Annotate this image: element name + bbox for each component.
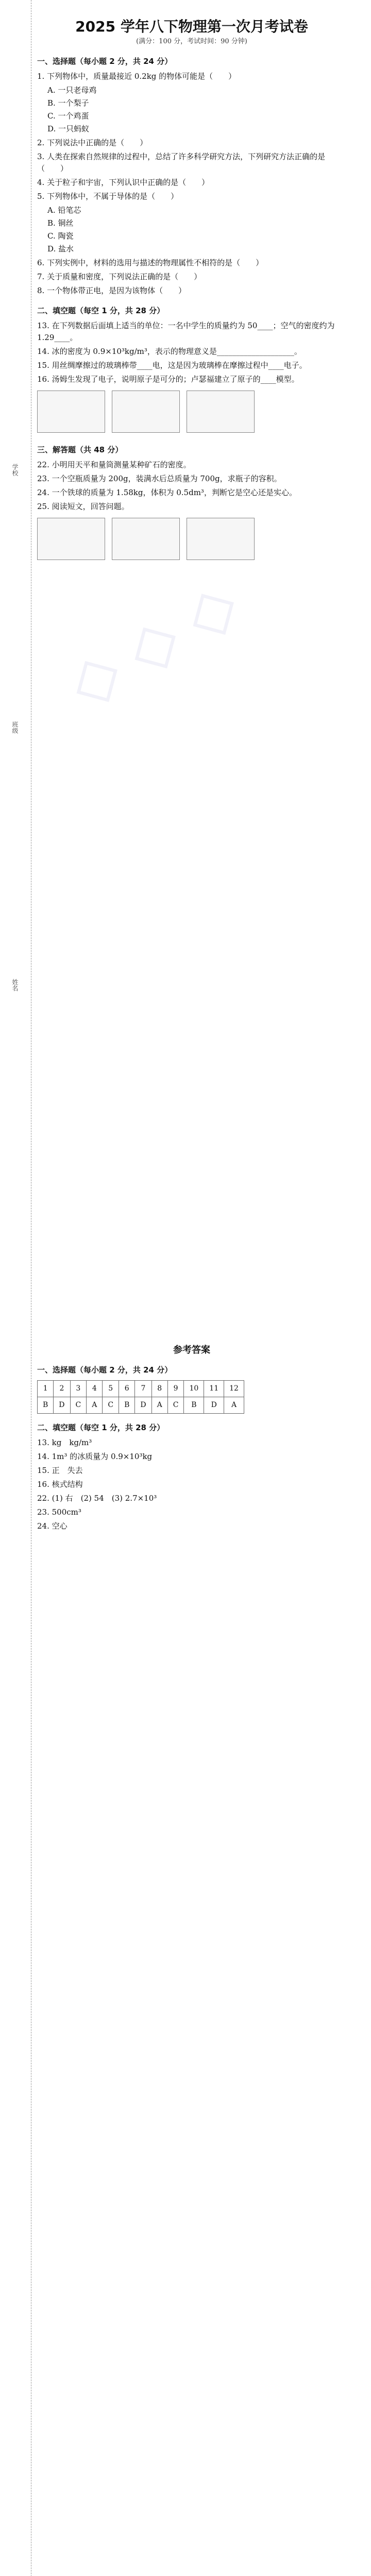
answer-number: 1 [38,1381,54,1397]
answer-number: 3 [70,1381,87,1397]
question-stem: 25. 阅读短文，回答问题。 [37,502,129,511]
question-option: A. 一只老母鸡 [47,86,97,95]
question-stem: 23. 一个空瓶质量为 200g，装满水后总质量为 700g，求瓶子的容积。 [37,474,282,483]
gutter-label-name: 姓名 [11,979,19,991]
answer-item: 13. kg kg/m³ [37,1438,92,1447]
answer-number: 7 [135,1381,151,1397]
gutter-label-school: 学校 [11,464,19,476]
question-option: B. 铜丝 [47,218,74,228]
question-option: D. 一只蚂蚁 [47,124,90,133]
answer-item: 16. 核式结构 [37,1480,83,1489]
answer-table [37,1380,244,1414]
balance-figure [37,518,105,560]
answer-item: 14. 1m³ 的冰质量为 0.9×10³kg [37,1452,153,1461]
question-option: D. 盐水 [47,244,74,253]
question-option: B. 一个梨子 [47,98,89,108]
question-stem: 6. 下列实例中，材料的选用与描述的物理属性不相符的是（ ） [37,258,264,267]
question-stem: 16. 汤姆生发现了电子，说明原子是可分的；卢瑟福建立了原子的____模型。 [37,375,299,384]
question-stem: 13. 在下列数据后面填上适当的单位：一名中学生的质量约为 50____；空气的密度约为 1.29____。 [37,321,335,342]
answer-number: 8 [151,1381,167,1397]
question-option: A. 铅笔芯 [47,206,81,215]
answer-number: 11 [204,1381,224,1397]
answer-value: C [70,1397,87,1414]
figure-placeholder [112,391,180,433]
question-stem: 4. 关于粒子和宇宙，下列认识中正确的是（ ） [37,178,210,187]
cylinder-figure [112,518,180,560]
answer-number: 9 [167,1381,184,1397]
answer-items [37,1437,346,1532]
section-heading: 三、解答题（共 48 分） [37,445,123,454]
answer-item: 23. 500cm³ [37,1507,81,1517]
question-stem: 1. 下列物体中，质量最接近 0.2kg 的物体可能是（ ） [37,72,237,81]
exam-meta: (满分：100 分，考试时间：90 分钟) [136,38,247,45]
question-stem: 15. 用丝绸摩擦过的玻璃棒带____电，这是因为玻璃棒在摩擦过程中____电子。 [37,361,307,370]
question-stem: 14. 冰的密度为 0.9×10³kg/m³，表示的物理意义是____________________。 [37,347,302,356]
question-stem: 7. 关于质量和密度，下列说法正确的是（ ） [37,272,202,281]
answer-value: A [87,1397,103,1414]
teapot-figure [187,518,255,560]
answer-value: D [54,1397,70,1414]
solve-questions [37,459,346,513]
question-stem: 8. 一个物体带正电，是因为该物体（ ） [37,286,187,295]
answer-item: 24. 空心 [37,1521,68,1531]
answer-number: 4 [87,1381,103,1397]
section-heading: 二、填空题（每空 1 分，共 28 分） [37,306,165,315]
answer-value: C [103,1397,119,1414]
gutter-label-class: 班级 [11,721,19,734]
answer-number: 12 [224,1381,244,1397]
fill-questions [37,320,346,385]
answer-value: A [224,1397,244,1414]
question-stem: 3. 人类在探索自然规律的过程中，总结了许多科学研究方法，下列研究方法正确的是（ ） [37,152,326,173]
figure-placeholder [37,391,105,433]
answer-value: C [167,1397,184,1414]
question-option: C. 陶瓷 [47,231,74,241]
exam-content [37,14,346,1534]
answer-number: 2 [54,1381,70,1397]
answers-sub-heading: 一、选择题（每小题 2 分，共 24 分） [37,1365,173,1375]
answer-value: B [38,1397,54,1414]
answer-item: 15. 正 失去 [37,1466,83,1475]
answers-sub-heading: 二、填空题（每空 1 分，共 28 分） [37,1423,165,1432]
figure-placeholder [187,391,255,433]
answer-value: D [204,1397,224,1414]
answer-number: 6 [119,1381,135,1397]
answers-title: 参考答案 [173,1345,210,1355]
answer-value: A [151,1397,167,1414]
question-stem: 2. 下列说法中正确的是（ ） [37,138,148,147]
question-stem: 22. 小明用天平和量筒测量某种矿石的密度。 [37,460,191,469]
section-heading: 一、选择题（每小题 2 分，共 24 分） [37,57,173,66]
binding-gutter [0,0,31,2576]
answer-value: B [119,1397,135,1414]
question-stem: 5. 下列物体中，不属于导体的是（ ） [37,192,179,201]
watermark: ◇ ◇ ◇ [56,567,250,720]
answer-item: 22. (1) 右 (2) 54 (3) 2.7×10³ [37,1494,157,1503]
question-option: C. 一个鸡蛋 [47,111,89,121]
answer-number: 10 [184,1381,204,1397]
answer-value: B [184,1397,204,1414]
choice-questions [37,71,346,297]
answer-value: D [135,1397,151,1414]
question-stem: 24. 一个铁球的质量为 1.58kg，体积为 0.5dm³，判断它是空心还是实心。 [37,488,297,497]
page-title: 2025 学年八下物理第一次月考试卷 [75,18,308,35]
answer-number: 5 [103,1381,119,1397]
